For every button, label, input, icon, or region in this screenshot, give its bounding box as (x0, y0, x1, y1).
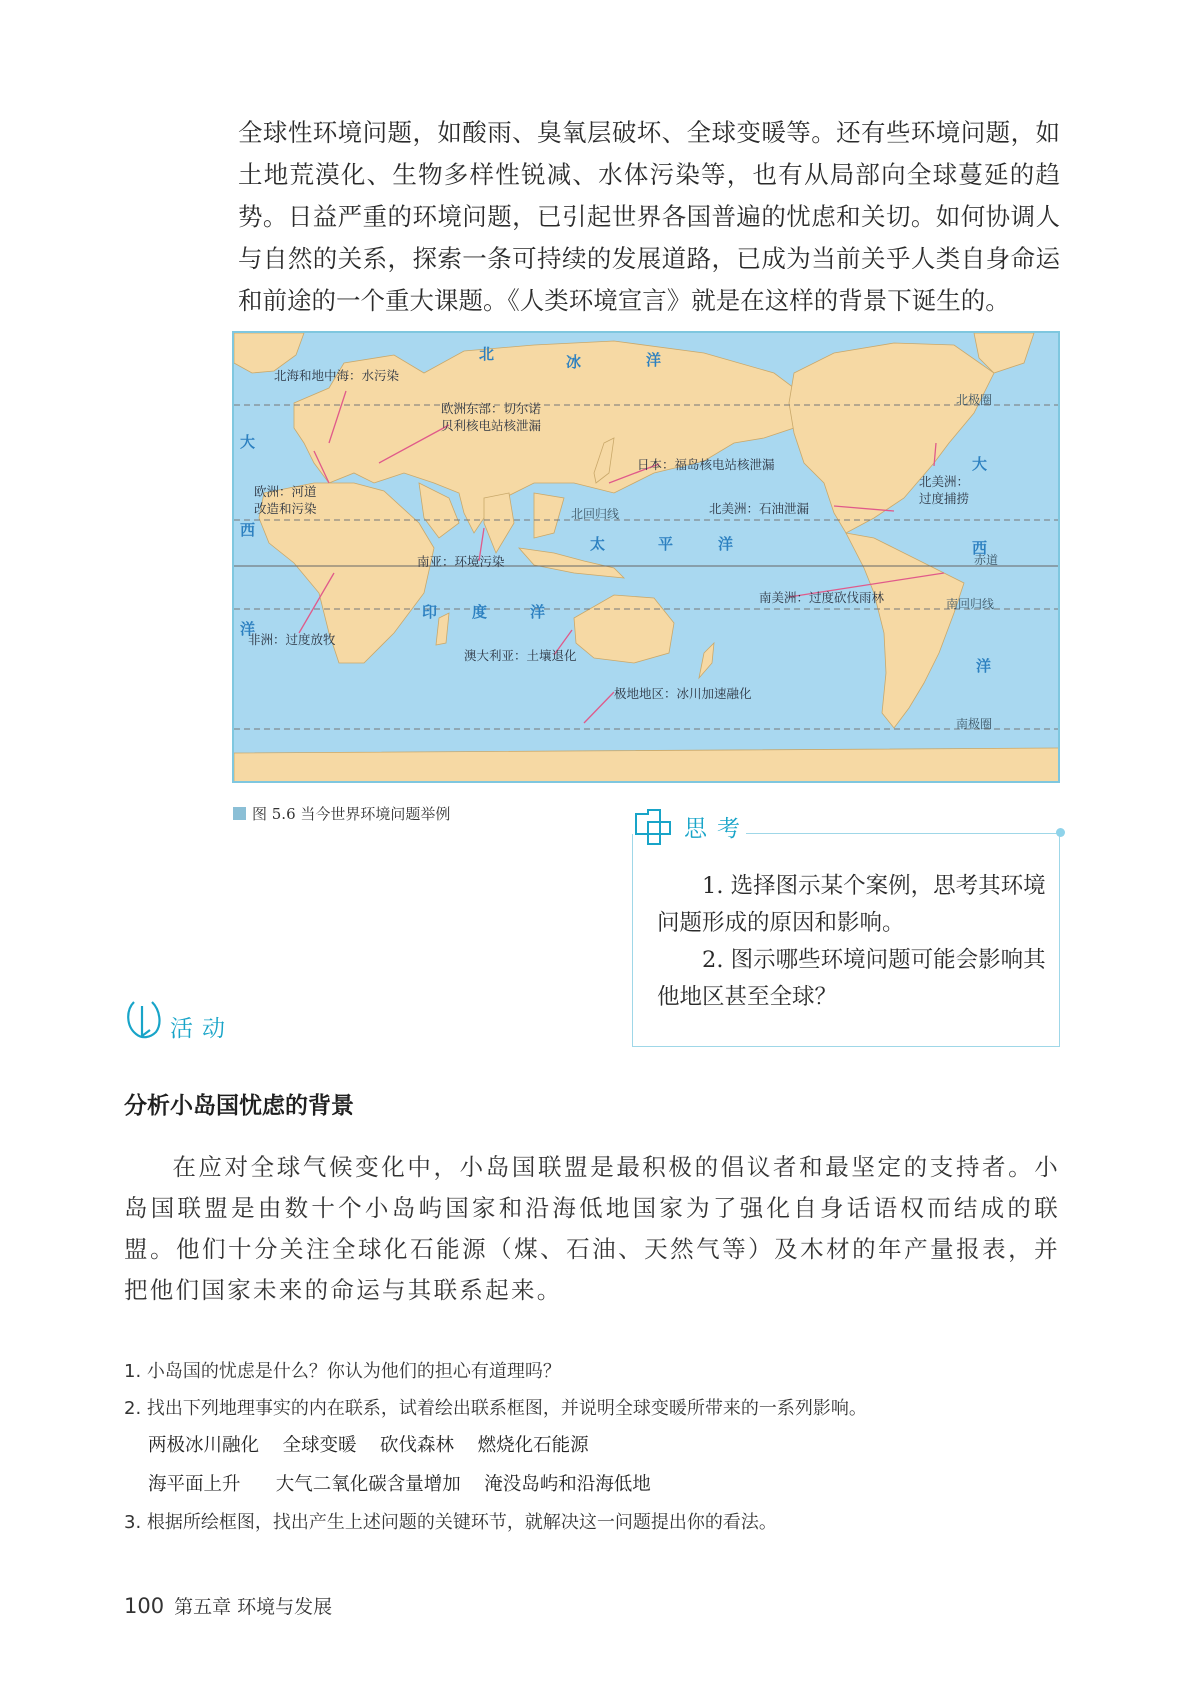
map-annotation: 南亚：环境污染 (417, 554, 505, 569)
page-number: 100 (124, 1594, 165, 1618)
activity-icon (124, 996, 164, 1042)
ocean-label: 大 (972, 455, 988, 473)
ocean-label: 洋 (718, 535, 734, 553)
ocean-label: 平 (658, 535, 674, 553)
equator-label: 赤道 (974, 553, 999, 567)
ocean-label: 太 (590, 535, 606, 553)
map-annotation: 澳大利亚：土壤退化 (464, 648, 577, 663)
ocean-label: 印 (422, 603, 438, 621)
ocean-label: 大 (240, 433, 256, 451)
ocean-label: 洋 (240, 620, 256, 638)
map-annotation: 北美洲： 过度捕捞 (919, 474, 970, 506)
activity-question-3: 3. 根据所绘框图，找出产生上述问题的关键环节，就解决这一问题提出你的看法。 (124, 1512, 777, 1533)
activity-question-1: 1. 小岛国的忧虑是什么？你认为他们的担心有道理吗？ (124, 1361, 561, 1382)
think-question-1: 1. 选择图示某个案例，思考其环境问题形成的原因和影响。 (657, 873, 1046, 936)
page-footer (124, 1592, 332, 1619)
think-header (632, 806, 1072, 846)
activity-paragraph-text: 在应对全球气候变化中，小岛国联盟是最积极的倡议者和最坚定的支持者。小岛国联盟是由数十个小岛屿国家和沿海低地国家为了强化自身话语权而结成的联盟。他们十分关注全球化石能源（煤、石油、天然气等）及木材的年产量报表，并把他们国家未来的命运与其联系起来。 (124, 1153, 1060, 1304)
ocean-label: 西 (972, 539, 988, 557)
keywords-row-1: 两极冰川融化 全球变暖 砍伐森林 燃烧化石能源 (148, 1435, 589, 1456)
activity-question-2: 2. 找出下列地理事实的内在联系，试着绘出联系框图，并说明全球变暖所带来的一系列影响。 (124, 1398, 867, 1419)
map-annotation: 北美洲：石油泄漏 (709, 501, 810, 516)
ocean-label: 洋 (646, 351, 662, 369)
think-divider (746, 833, 1064, 834)
caption-marker-icon (233, 807, 246, 820)
map-annotation: 南美洲：过度砍伐雨林 (759, 590, 885, 605)
map-annotation: 欧洲东部：切尔诺 贝利核电站核泄漏 (441, 401, 542, 433)
keywords-row-2: 海平面上升 大气二氧化碳含量增加 淹没岛屿和沿海低地 (148, 1474, 651, 1495)
tropic-of-capricorn-label: 南回归线 (946, 597, 995, 611)
world-map (232, 331, 1060, 783)
think-dot-icon (1056, 828, 1065, 837)
world-map-graphic (234, 333, 1060, 783)
figure-caption-text: 图 5.6 当今世界环境问题举例 (252, 805, 451, 823)
arctic-circle-label: 北极圈 (956, 393, 993, 407)
map-annotation: 欧洲：河道 改造和污染 (254, 484, 317, 516)
map-annotation: 北海和地中海：水污染 (274, 368, 400, 383)
think-title: 思考 (684, 816, 750, 842)
ocean-label: 冰 (566, 353, 582, 371)
map-annotation: 非洲：过度放牧 (248, 632, 336, 647)
think-question-2: 2. 图示哪些环境问题可能会影响其他地区甚至全球？ (657, 947, 1046, 1010)
activity-paragraph (124, 1147, 1060, 1311)
ocean-label: 北 (479, 345, 495, 363)
map-annotation: 日本：福岛核电站核泄漏 (637, 457, 775, 472)
tropic-of-cancer-label: 北回归线 (571, 507, 620, 521)
ocean-label: 洋 (530, 603, 546, 621)
antarctic-circle-label: 南极圈 (956, 717, 993, 731)
think-questions (657, 868, 1047, 1016)
activity-title: 活动 (170, 1016, 234, 1042)
chapter-title: 第五章 环境与发展 (174, 1596, 333, 1618)
intro-paragraph: 全球性环境问题，如酸雨、臭氧层破坏、全球变暖等。还有些环境问题，如土地荒漠化、生物多样性锐减、水体污染等，也有从局部向全球蔓延的趋势。日益严重的环境问题，已引起世界各国普遍的忧虑和关切。如何协调人与自然的关系，探索一条可持续的发展道路，已成为当前关乎人类自身命运和前途的一个重大课题。《人类环境宣言》就是在这样的背景下诞生的。 (238, 118, 1060, 315)
map-annotation: 极地地区：冰川加速融化 (614, 686, 752, 701)
activity-heading: 分析小岛国忧虑的背景 (124, 1093, 354, 1119)
ocean-label: 度 (472, 603, 488, 621)
figure-caption (233, 803, 450, 824)
ocean-label: 洋 (976, 657, 992, 675)
ocean-label: 西 (240, 521, 256, 539)
think-icon (632, 806, 676, 846)
